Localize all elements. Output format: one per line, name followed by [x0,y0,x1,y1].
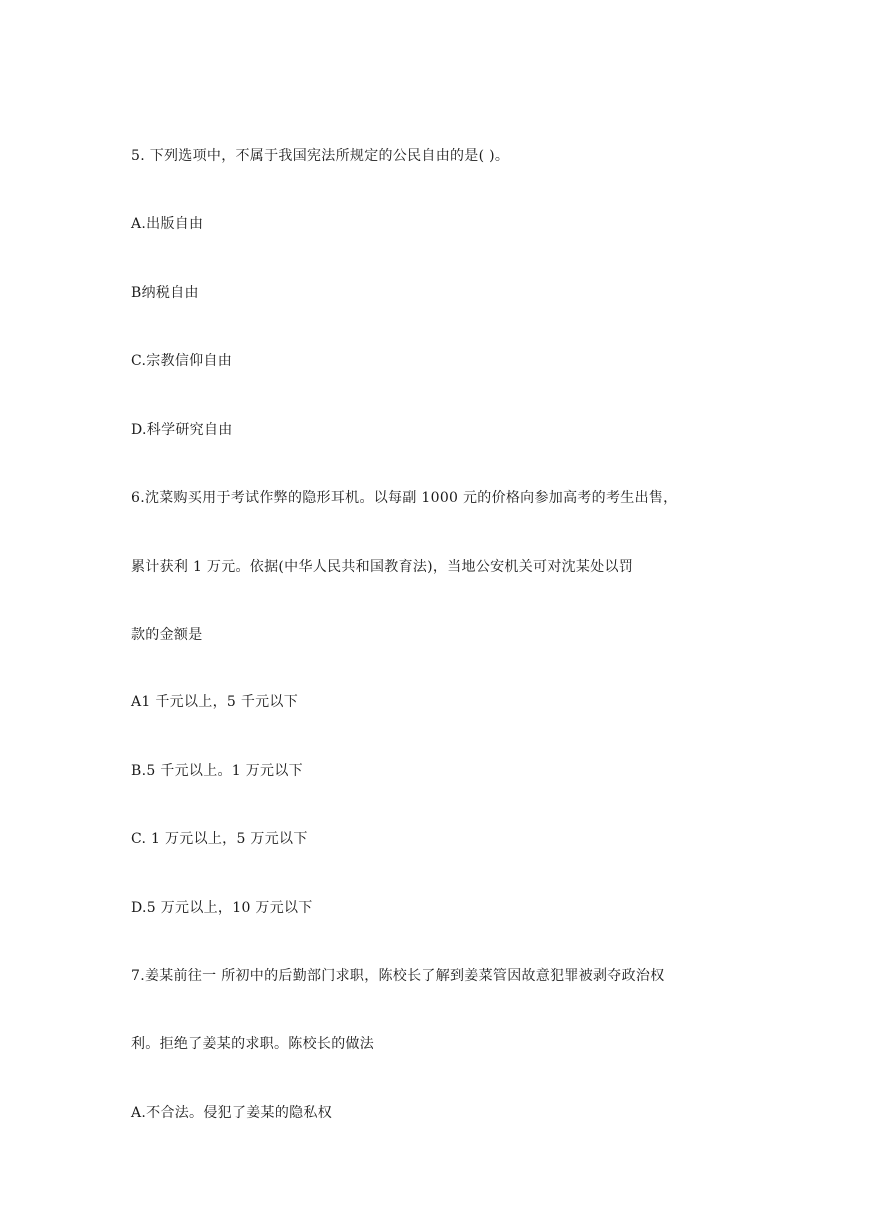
question-6-stem-line-2: 累计获利 1 万元。依据(中华人民共和国教育法)，当地公安机关可对沈某处以罚 [131,559,634,575]
question-7-option-a: A.不合法。侵犯了姜某的隐私权 [131,1105,333,1121]
question-7-stem-line-2: 利。拒绝了姜某的求职。陈校长的做法 [131,1036,375,1052]
question-5-stem: 5. 下列选项中，不属于我国宪法所规定的公民自由的是( )。 [131,148,510,164]
question-5-option-d: D.科学研究自由 [131,422,233,438]
question-6-option-a: A1 千元以上，5 千元以下 [131,694,299,710]
question-7-stem-line-1: 7.姜某前往一 所初中的后勤部门求职，陈校长了解到姜菜管因故意犯罪被剥夺政治权 [131,968,665,984]
question-6-stem-line-1: 6.沈菜购买用于考试作弊的隐形耳机。以每副 1000 元的价格向参加高考的考生出售， [131,490,678,506]
question-6-option-d: D.5 万元以上，10 万元以下 [131,900,313,916]
question-6-option-c: C. 1 万元以上，5 万元以下 [131,831,308,847]
question-6-option-b: B.5 千元以上。1 万元以下 [131,763,303,779]
question-5-option-c: C.宗教信仰自由 [131,353,233,369]
question-5-option-b: B纳税自由 [131,285,199,301]
question-6-stem-line-3: 款的金额是 [131,627,203,643]
question-5-option-a: A.出版自由 [131,216,204,232]
